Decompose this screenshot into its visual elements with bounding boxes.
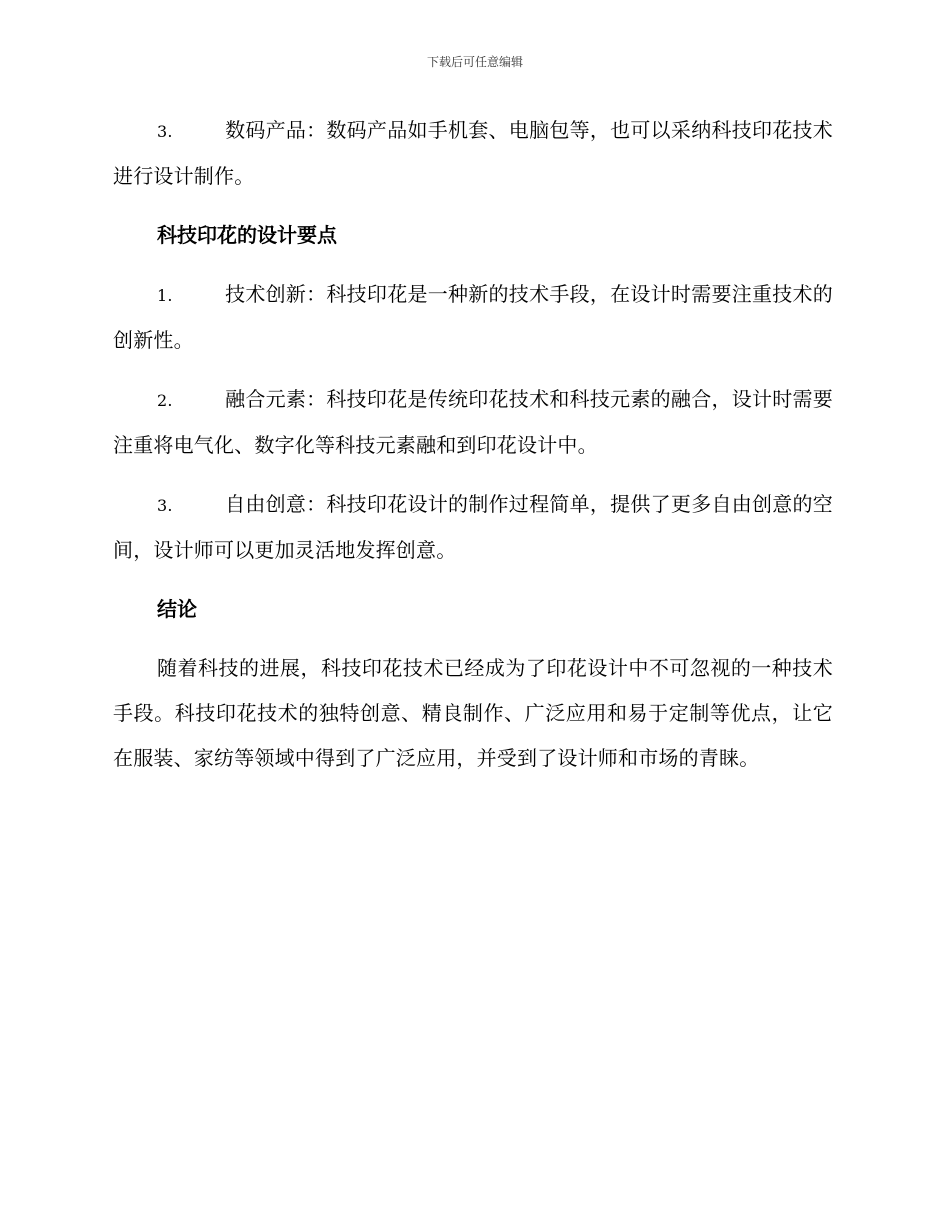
- list-item: [113, 482, 833, 573]
- section-heading-conclusion: 结论: [157, 597, 197, 621]
- list-item: [113, 377, 833, 468]
- list-item-number: 1.: [157, 286, 173, 305]
- list-item-text: 技术创新：科技印花是一种新的技术手段，在设计时需要注重技术的创新性。: [113, 282, 833, 352]
- conclusion-paragraph: 随着科技的进展，科技印花技术已经成为了印花设计中不可忽视的一种技术手段。科技印花技术的独特创意、精良制作、广泛应用和易于定制等优点，让它在服装、家纺等领域中得到了广泛应用，并受到了设计师和市场的青睐。: [113, 656, 833, 770]
- list-item-text: 数码产品：数码产品如手机套、电脑包等，也可以采纳科技印花技术进行设计制作。: [113, 118, 833, 188]
- list-item-number: 3.: [157, 496, 173, 515]
- document-body: [113, 108, 833, 795]
- section-heading-design-points: 科技印花的设计要点: [157, 223, 337, 247]
- list-item-text: 融合元素：科技印花是传统印花技术和科技元素的融合，设计时需要注重将电气化、数字化等科技元素融和到印花设计中。: [113, 387, 833, 457]
- list-item-number: 2.: [157, 391, 173, 410]
- list-item-text: 自由创意：科技印花设计的制作过程简单，提供了更多自由创意的空间，设计师可以更加灵活地发挥创意。: [113, 492, 833, 562]
- page-header: 下载后可任意编辑: [426, 55, 523, 69]
- list-item: [113, 108, 833, 199]
- list-item: [113, 272, 833, 363]
- list-item-number: 3.: [157, 122, 173, 141]
